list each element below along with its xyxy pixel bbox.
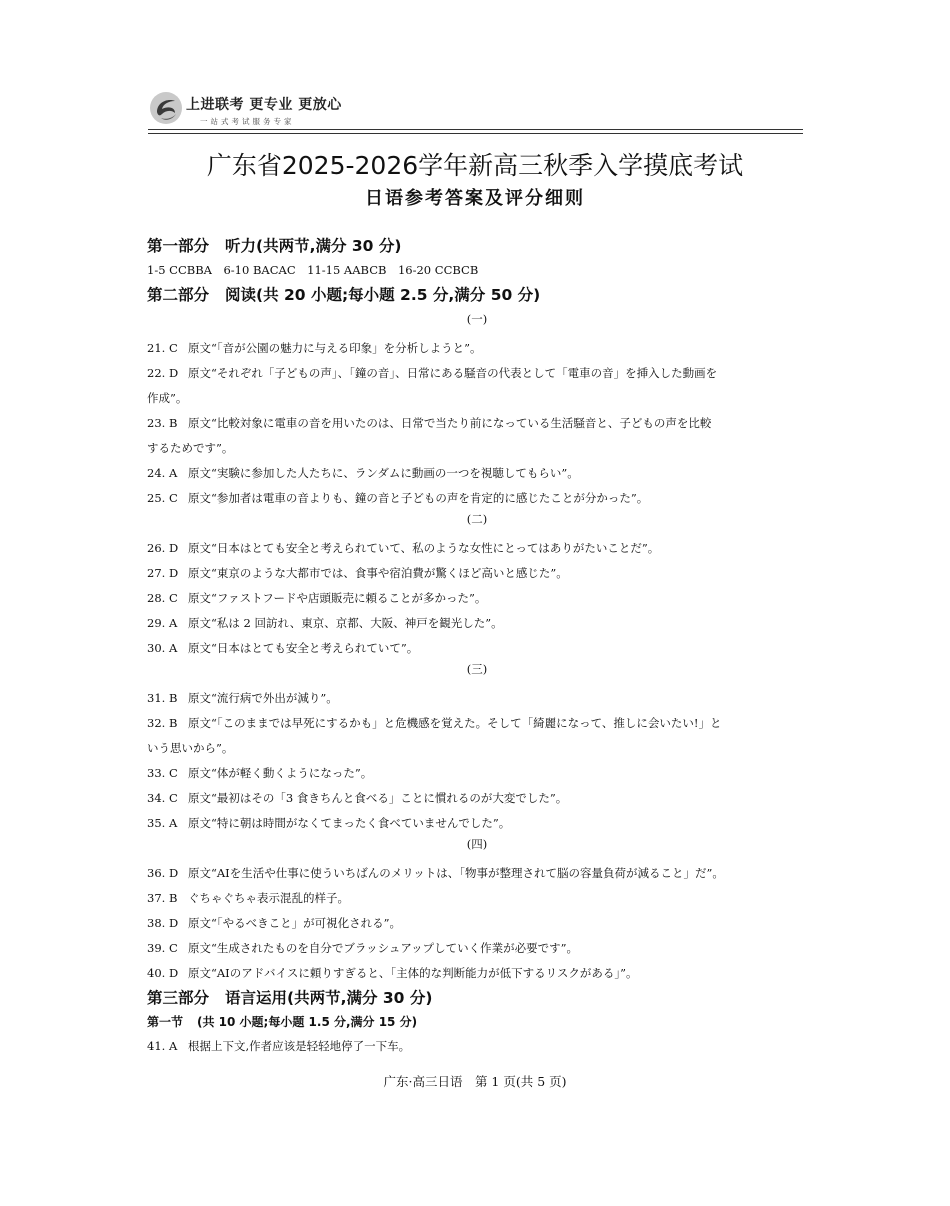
answer-explanation: 原文“私は 2 回訪れ、東京、京都、大阪、神戸を観光した”。: [188, 616, 503, 630]
answer-number: 41. A: [147, 1039, 178, 1053]
section1-title: (共 10 小题;每小题 1.5 分,满分 15 分): [197, 1015, 418, 1029]
answer-explanation: 原文“体が軽く動くようになった”。: [188, 766, 373, 780]
answer-item: [147, 461, 807, 486]
answer-explanation: 原文“「やるべきこと」が可視化される”。: [188, 916, 402, 930]
logo-subtitle: 一站式考试服务专家: [200, 117, 295, 126]
answer-explanation: 原文“生成されたものを自分でブラッシュアップしていく作業が必要です”。: [188, 941, 578, 955]
answer-number: 37. B: [147, 891, 178, 905]
answer-number: 24. A: [147, 466, 178, 480]
document-subtitle: 日语参考答案及评分细则: [365, 188, 585, 209]
page-header: [148, 86, 803, 136]
logo-text: 上进联考 更专业 更放心: [186, 97, 342, 113]
passage-marker: (一): [466, 312, 488, 326]
answer-number: 23. B: [147, 416, 178, 430]
passage-marker: (四): [466, 837, 488, 851]
answer-explanation: 原文“ファストフードや店頭販売に頼ることが多かった”。: [188, 591, 487, 605]
header-divider: [148, 129, 803, 130]
answer-item: [147, 686, 807, 711]
answer-number: 22. D: [147, 366, 179, 380]
answer-item: [147, 486, 807, 511]
answer-number: 26. D: [147, 541, 179, 555]
answer-item: [147, 911, 807, 936]
answer-item: [147, 536, 807, 561]
answer-explanation: 原文“比較対象に電車の音を用いたのは、日常で当たり前になっている生活騒音と、子どもの声を比較: [188, 416, 712, 430]
answer-number: 38. D: [147, 916, 179, 930]
answer-item: [147, 586, 807, 611]
answer-item: [147, 336, 807, 361]
answer-explanation: 原文“実験に参加した人たちに、ランダムに動画の一つを視聴してもらい”。: [188, 466, 579, 480]
part2-label: 第二部分: [147, 286, 210, 304]
part1-answers: 1-5 CCBBA 6-10 BACAC 11-15 AABCB 16-20 CCBCB: [147, 263, 479, 277]
answer-explanation: 原文“「音が公園の魅力に与える印象」を分析しようと”。: [188, 341, 482, 355]
answer-number: 25. C: [147, 491, 178, 505]
part1-heading: [147, 236, 807, 256]
answer-item: [147, 761, 807, 786]
document-body: [147, 236, 807, 1059]
answer-explanation: 原文“「このままでは早死にするかも」と危機感を覚えた。そして「綺麗になって、推しに会いたい!」と: [188, 716, 722, 730]
answer-number: 32. B: [147, 716, 178, 730]
answer-explanation: 根据上下文,作者应该是轻轻地停了一下车。: [188, 1039, 411, 1053]
answer-number: 28. C: [147, 591, 178, 605]
logo-swirl-icon: [148, 90, 184, 126]
answer-item: [147, 936, 807, 961]
part1-title: 听力(共两节,满分 30 分): [225, 237, 402, 255]
answer-explanation: 原文“東京のような大都市では、食事や宿泊費が驚くほど高いと感じた”。: [188, 566, 568, 580]
answer-explanation: 原文“流行病で外出が減り”。: [188, 691, 338, 705]
answer-item: [147, 361, 807, 386]
answer-number: 31. B: [147, 691, 178, 705]
passage-marker: (三): [466, 662, 488, 676]
part1-label: 第一部分: [147, 237, 210, 255]
answer-item: [147, 811, 807, 836]
answer-item: [147, 561, 807, 586]
answer-explanation: 原文“参加者は電車の音よりも、鐘の音と子どもの声を肯定的に感じたことが分かった”。: [188, 491, 649, 505]
answer-number: 35. A: [147, 816, 178, 830]
answer-explanation: 原文“日本はとても安全と考えられていて、私のような女性にとってはありがたいことだ”。: [188, 541, 660, 555]
answer-number: 33. C: [147, 766, 178, 780]
answer-explanation: 原文“それぞれ「子どもの声」、「鐘の音」、日常にある騒音の代表として「電車の音」を挿入した動画を: [188, 366, 718, 380]
part3-label: 第三部分: [147, 989, 210, 1007]
answer-number: 34. C: [147, 791, 178, 805]
answer-item: [147, 961, 807, 986]
part3-section1-heading: [147, 1014, 807, 1030]
reading-groups: [147, 311, 807, 986]
part3-heading: [147, 988, 807, 1008]
answer-number: 39. C: [147, 941, 178, 955]
answer-item: [147, 611, 807, 636]
answer-item: [147, 786, 807, 811]
answer-number: 30. A: [147, 641, 178, 655]
answer-explanation: ぐちゃぐちゃ表示混乱的样子。: [188, 891, 349, 905]
answer-explanation-continued: いう思いから”。: [147, 741, 234, 755]
page-footer: 广东·高三日语 第 1 页(共 5 页): [383, 1074, 567, 1089]
answer-explanation: 原文“AIのアドバイスに頼りすぎると、「主体的な判断能力が低下するリスクがある」”。: [188, 966, 638, 980]
header-divider-thin: [148, 133, 803, 134]
answer-number: 29. A: [147, 616, 178, 630]
answer-explanation: 原文“日本はとても安全と考えられていて”。: [188, 641, 419, 655]
answer-explanation-continued: するためです”。: [147, 441, 234, 455]
answer-explanation: 原文“特に朝は時間がなくてまったく食べていませんでした”。: [188, 816, 511, 830]
part3-items: [147, 1034, 807, 1059]
answer-item: [147, 411, 807, 436]
document-title: 广东省2025-2026学年新高三秋季入学摸底考试: [206, 151, 744, 180]
part3-title: 语言运用(共两节,满分 30 分): [225, 989, 433, 1007]
answer-number: 21. C: [147, 341, 178, 355]
answer-number: 40. D: [147, 966, 179, 980]
answer-explanation: 原文“AIを生活や仕事に使ういちばんのメリットは、「物事が整理されて脳の容量負荷が減ること」だ”。: [188, 866, 724, 880]
answer-explanation-continued: 作成”。: [147, 391, 188, 405]
answer-number: 36. D: [147, 866, 179, 880]
answer-item: [147, 861, 807, 886]
answer-explanation: 原文“最初はその「3 食きちんと食べる」ことに慣れるのが大変でした”。: [188, 791, 568, 805]
answer-item: [147, 1034, 807, 1059]
part2-heading: [147, 285, 807, 305]
passage-marker: (二): [466, 512, 488, 526]
answer-item: [147, 636, 807, 661]
answer-item: [147, 711, 807, 736]
part2-title: 阅读(共 20 小题;每小题 2.5 分,满分 50 分): [225, 286, 541, 304]
section1-label: 第一节: [147, 1015, 184, 1029]
answer-item: [147, 886, 807, 911]
answer-number: 27. D: [147, 566, 179, 580]
